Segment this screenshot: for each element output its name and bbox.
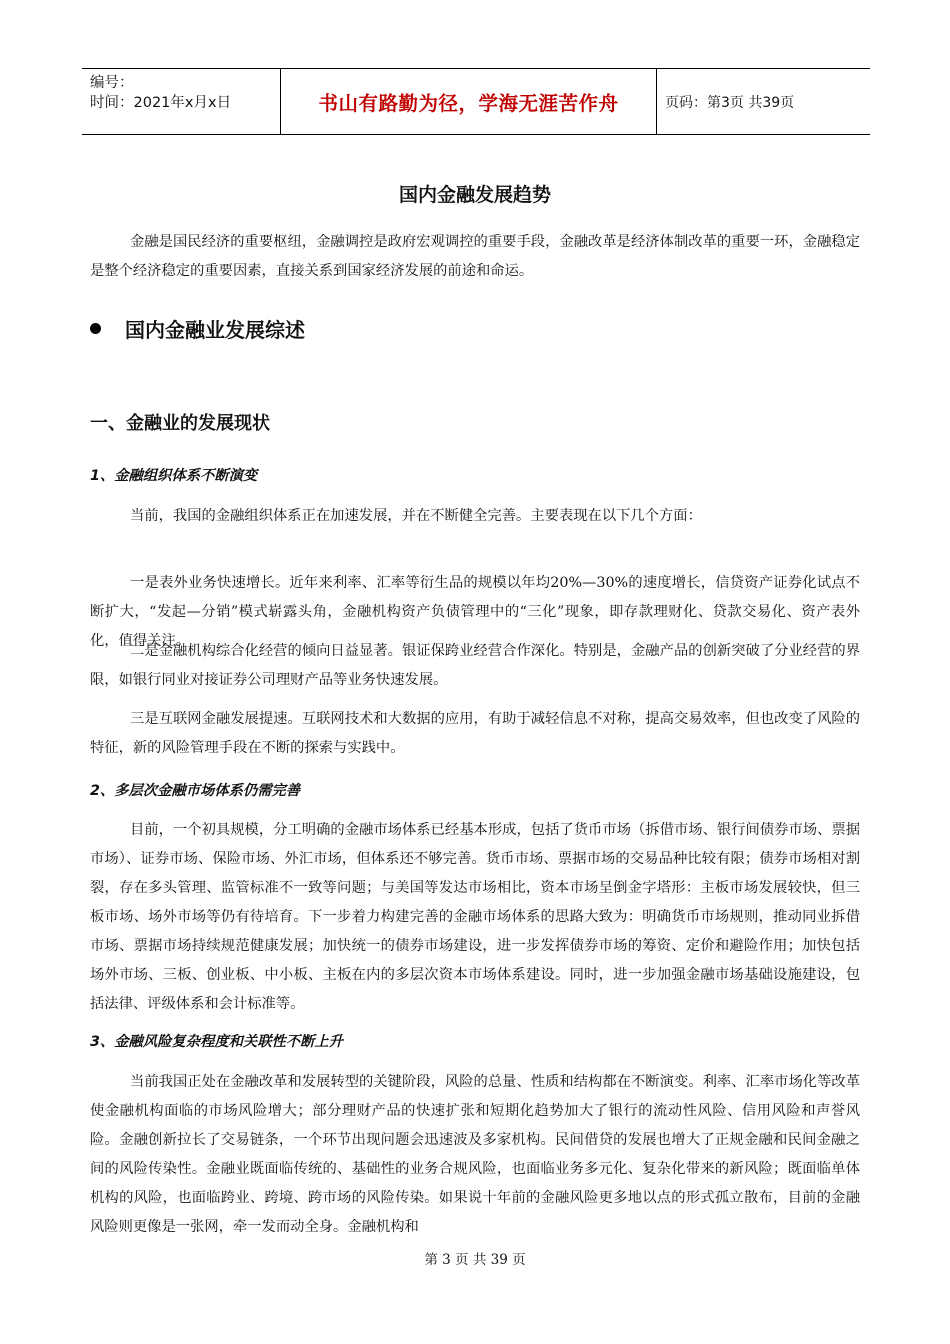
header-meta-cell: [82, 69, 281, 134]
bullet-icon: [90, 323, 101, 334]
bullet-heading: [90, 314, 305, 343]
paragraph: 目前，一个初具规模，分工明确的金融市场体系已经基本形成，包括了货币市场（拆借市场、银行间债券市场、票据市场）、证券市场、保险市场、外汇市场，但体系还不够完善。货币市场、票据市场的交易品种比较有限；债券市场相对割裂，存在多头管理、监管标准不一致等问题；与美国等发达市场相比，资本市场呈倒金字塔形：主板市场发展较快，但三板市场、场外市场等仍有待培育。下一步着力构建完善的金融市场体系的思路大致为：明确货币市场规则，推动同业拆借市场、票据市场持续规范健康发展；加快统一的债券市场建设，进一步发挥债券市场的筹资、定价和避险作用；加快包括场外市场、三板、创业板、中小板、主板在内的多层次资本市场体系建设。同时，进一步加强金融市场基础设施建设，包括法律、评级体系和会计标准等。: [90, 822, 860, 1012]
motto: 书山有路勤为径，学海无涯苦作舟: [318, 91, 619, 115]
paragraph: 二是金融机构综合化经营的倾向日益显著。银证保跨业经营合作深化。特别是，金融产品的创新突破了分业经营的界限，如银行同业对接证券公司理财产品等业务快速发展。: [90, 643, 860, 688]
section-heading: 一、金融业的发展现状: [90, 413, 270, 434]
sub-heading-1: 1、金融组织体系不断演变: [90, 468, 258, 484]
document-title: 国内金融发展趋势: [398, 184, 551, 206]
header-table: [82, 68, 870, 135]
sub-heading-3: 3、金融风险复杂程度和关联性不断上升: [90, 1034, 343, 1050]
date-label: 时间：2021年x月x日: [90, 95, 232, 111]
sub-heading-2: 2、多层次金融市场体系仍需完善: [90, 783, 301, 799]
intro-paragraph: 金融是国民经济的重要枢纽，金融调控是政府宏观调控的重要手段，金融改革是经济体制改革的重要一环，金融稳定是整个经济稳定的重要因素，直接关系到国家经济发展的前途和命运。: [90, 234, 860, 279]
paragraph: 当前我国正处在金融改革和发展转型的关键阶段，风险的总量、性质和结构都在不断演变。利率、汇率市场化等改革使金融机构面临的市场风险增大；部分理财产品的快速扩张和短期化趋势加大了银行的流动性风险、信用风险和声誉风险。金融创新拉长了交易链条，一个环节出现问题会迅速波及多家机构。民间借贷的发展也增大了正规金融和民间金融之间的风险传染性。金融业既面临传统的、基础性的业务合规风险，也面临业务多元化、复杂化带来的新风险；既面临单体机构的风险，也面临跨业、跨境、跨市场的风险传染。如果说十年前的金融风险更多地以点的形式孤立散布，目前的金融风险则更像是一张网，牵一发而动全身。金融机构和: [90, 1074, 860, 1235]
header-page-cell: [657, 69, 870, 134]
header-motto-cell: [281, 69, 657, 134]
paragraph: 一是表外业务快速增长。近年来利率、汇率等衍生品的规模以年均20%—30%的速度增长，信贷资产证券化试点不断扩大，“发起—分销”模式崭露头角，金融机构资产负债管理中的“三化”现象，即存款理财化、贷款交易化、资产表外化，值得关注。: [90, 575, 860, 649]
page-info: 页码：第3页 共39页: [665, 94, 795, 111]
bullet-heading-text: 国内金融业发展综述: [125, 318, 305, 342]
paragraph: 三是互联网金融发展提速。互联网技术和大数据的应用，有助于减轻信息不对称，提高交易效率，但也改变了风险的特征，新的风险管理手段在不断的探索与实践中。: [90, 711, 860, 756]
paragraph: 当前，我国的金融组织体系正在加速发展，并在不断健全完善。主要表现在以下几个方面：: [130, 508, 702, 524]
page-footer: 第 3 页 共 39 页: [424, 1252, 526, 1268]
number-label: 编号：: [90, 75, 134, 91]
